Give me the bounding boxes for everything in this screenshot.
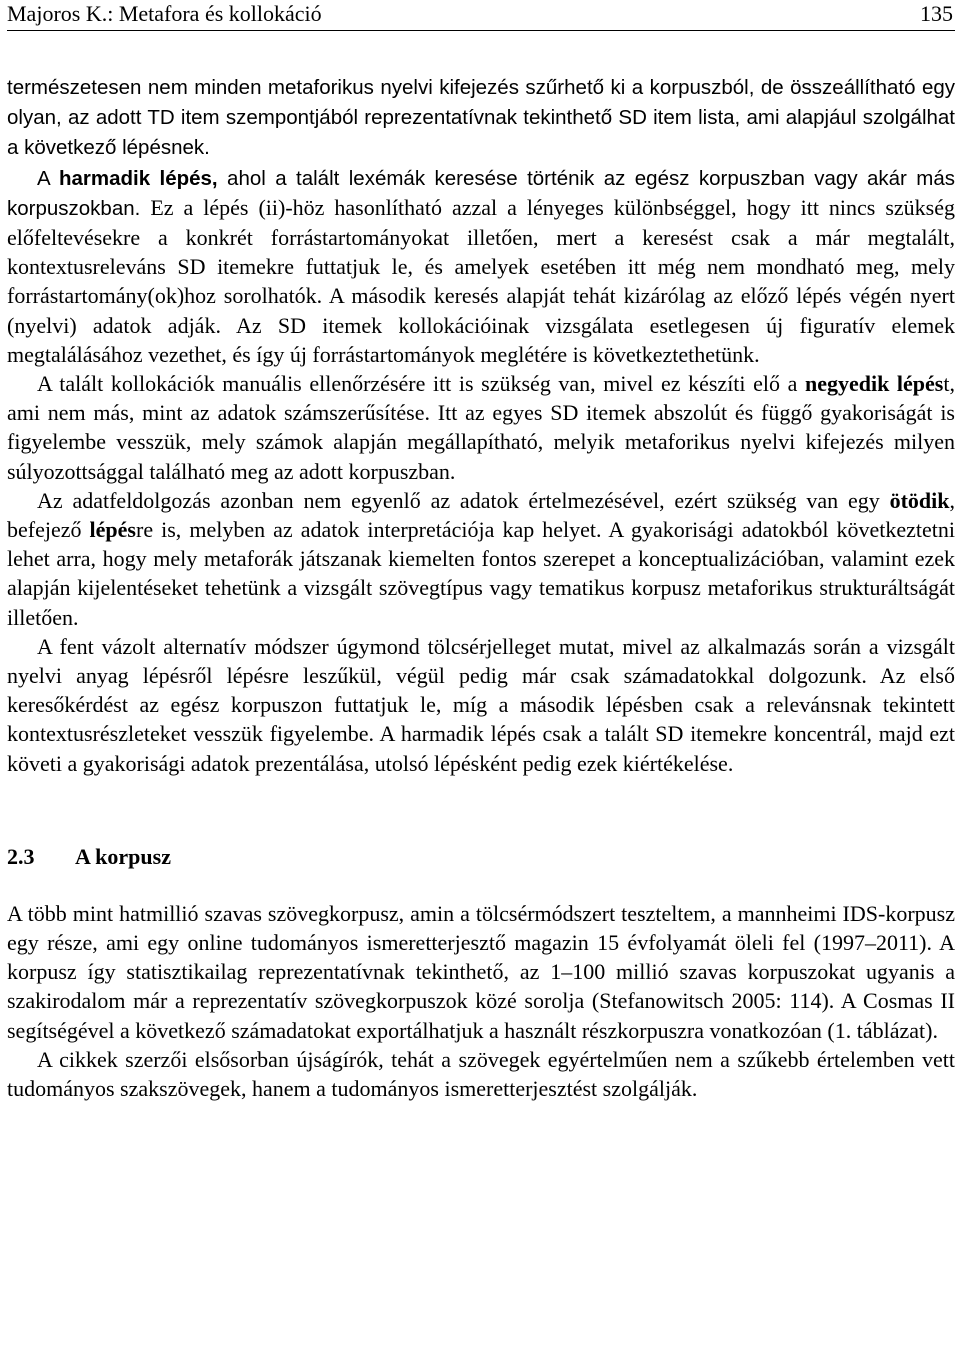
text-run: ötödik [889,487,950,513]
text-run: A talált kollokációk manuális ellenőrzésére itt is szükség van, mivel ez készíti elő a [37,371,805,397]
paragraph [7,1045,955,1103]
running-header [7,0,955,31]
body-text [7,72,955,778]
text-run: A több mint hatmillió szavas szövegkorpusz, amin a tölcsérmódszert teszteltem, a mannheimi IDS-korpusz egy része, ami egy online tudományos ismeretterjesztő magazin 15 évfolyamát öleli fel (1997–2011). A korpusz így statisztikailag reprezentatívnak tekinthető, az 1–100 millió szavas korpuszokat ugyanis a szakirodalom már a reprezentatív szövegkorpuszok közé sorolja (Stefanowitsch 2005: 114). A Cosmas II segítségével a következő számadatokat exportálhatjuk a használt részkorpuszra vonatkozóan (1. táblázat). [7,900,955,1043]
text-run: re is, melyben az adatok interpretációja kap helyet. A gyakorisági adatokból következtetni lehet arra, hogy mely metaforák játszanak kiemelten fontos szerepet a konceptualizációban, valamint ezek alapján kijelentéseket tehetünk a vizsgált szövegtípus vagy tematikus korpusz metaforikus strukturáltságát illetően. [7,517,956,630]
text-run: negyedik lépés [804,371,944,397]
text-run: A cikkek szerzői elsősorban újságírók, tehát a szövegek egyértelműen nem a szűkebb értelemben vett tudományos szakszövegek, hanem a tudományos ismeretterjesztést szolgálják. [7,1046,955,1102]
section-body [7,899,955,1103]
paragraph [7,899,955,1045]
text-run: harmadik lépés, [58,166,218,190]
document-page [7,0,955,1103]
section-number: 2.3 [7,843,35,869]
text-run: Az adatfeldolgozás azonban nem egyenlő az adatok értelmezésével, ezért szükség van egy [37,487,890,513]
text-run: lépés [89,517,136,543]
paragraph [7,632,955,778]
paragraph [7,369,955,486]
text-run: A [37,166,59,190]
section-heading [7,842,955,871]
paragraph [7,72,955,163]
text-run: , befejező [7,487,955,543]
text-run: természetesen nem minden metaforikus nyelvi kifejezés szűrhető ki a korpuszból, de összeállítható egy olyan, az adott TD item szempontjából reprezentatívnak tekinthető SD item lista, ami alapjául szolgálhat a következő lépésnek. [7,76,955,160]
text-run: t, ami nem más, mint az adatok számszerűsítése. Itt az egyes SD itemek abszolút és függő gyakoriságát is figyelembe vesszük, mely számok alapján megállapítható, melyik metaforikus nyelvi kifejezés milyen súlyozottsággal található meg az adott korpuszban. [7,371,955,484]
page-number: 135 [920,1,953,26]
header-title: Majoros K.: Metafora és kollokáció [7,1,322,26]
section-title: A korpusz [75,843,171,869]
text-run: ahol a talált lexémák keresése történik az egész korpuszban vagy akár más korpuszokban. [7,166,955,220]
paragraph [7,486,955,632]
paragraph [7,163,955,369]
text-run: A fent vázolt alternatív módszer úgymond tölcsérjelleget mutat, mivel az alkalmazás során a vizsgált nyelvi anyag lépésről lépésre leszűkül, végül pedig már csak számadatokkal dolgozunk. Az első keresőkérdést az egész korpuszon futtatjuk le, míg a második lépésben csak a relevánsnak tekintett kontextusrészleteket vesszük figyelembe. A harmadik lépés csak a talált SD itemekre koncentrál, majd ezt követi a gyakorisági adatok prezentálása, utolsó lépésként pedig ezek kiértékelése. [7,633,955,776]
text-run: Ez a lépés (ii)-höz hasonlítható azzal a lényeges különbséggel, hogy itt nincs szükség előfeltevésekre a konkrét forrástartományokat illetően, mert a keresést csak a már megtalált, kontextusreleváns SD itemekre futtatjuk le, és amelyek esetében itt még nem mondható meg, mely forrástartomány(ok)hoz sorolhatók. A második keresés alapját tehát kizárólag az előző lépés végén nyert (nyelvi) adatok adják. Az SD itemek kollokációinak vizsgálata esetlegesen új figuratív elemek megtalálásához vezethet, és így új forrástartományok meglétére is következtethetünk. [7,194,955,367]
